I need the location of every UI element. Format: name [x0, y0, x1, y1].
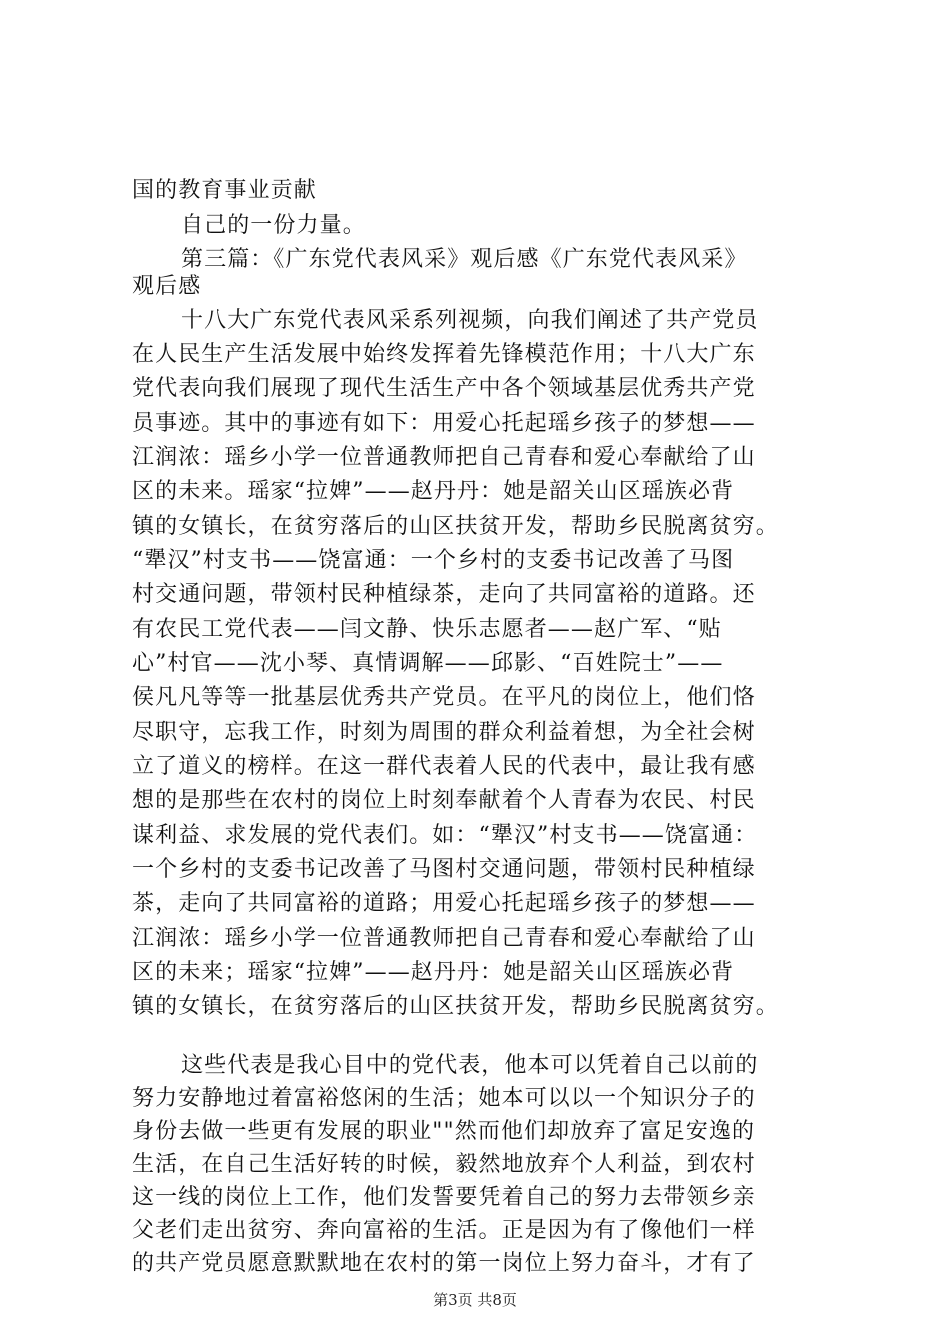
text-line: 侯凡凡等等一批基层优秀共产党员。在平凡的岗位上，他们恪 [132, 685, 756, 710]
text-line: 一个乡村的支委书记改善了马图村交通问题，带领村民种植绿 [132, 857, 756, 882]
page-number-footer: 第3页 共8页 [433, 1291, 517, 1309]
text-line: 十八大广东党代表风采系列视频，向我们阐述了共产党员 [181, 308, 759, 333]
text-line: 有农民工党代表——闫文静、快乐志愿者——赵广军、“贴 [132, 617, 722, 642]
text-line: 茶，走向了共同富裕的道路；用爱心托起瑶乡孩子的梦想—— [132, 891, 756, 916]
text-line: 想的是那些在农村的岗位上时刻奉献着个人青春为农民、村民 [132, 788, 756, 813]
text-line: 谋利益、求发展的党代表们。如：“犟汉”村支书——饶富通： [132, 823, 758, 848]
text-line: 区的未来。瑶家“拉婢”——赵丹丹：她是韶关山区瑶族必背 [132, 479, 735, 504]
text-line: 在人民生产生活发展中始终发挥着先锋模范作用；十八大广东 [132, 342, 756, 367]
text-line: 江润浓：瑶乡小学一位普通教师把自己青春和爱心奉献给了山 [132, 445, 756, 470]
section-heading-continued: 观后感 [132, 274, 202, 299]
text-line: 努力安静地过着富裕悠闲的生活；她本可以以一个知识分子的 [132, 1086, 756, 1111]
text-line: 心”村官——沈小琴、真情调解——邱影、“百姓院士”—— [132, 651, 724, 676]
text-line: 这一线的岗位上工作，他们发誓要凭着自己的努力去带领乡亲 [132, 1185, 756, 1210]
text-line: 国的教育事业贡献 [132, 178, 317, 203]
text-line: 员事迹。其中的事迹有如下：用爱心托起瑶乡孩子的梦想—— [132, 411, 756, 436]
text-line: “犟汉”村支书——饶富通：一个乡村的支委书记改善了马图 [132, 548, 735, 573]
text-line: 的共产党员愿意默默地在农村的第一岗位上努力奋斗，才有了 [132, 1251, 756, 1276]
text-line: 尽职守，忘我工作，时刻为周围的群众利益着想，为全社会树 [132, 720, 756, 745]
text-line: 生活，在自己生活好转的时候，毅然地放弃个人利益，到农村 [132, 1152, 756, 1177]
text-line: 立了道义的榜样。在这一群代表着人民的代表中，最让我有感 [132, 754, 756, 779]
text-line: 区的未来；瑶家“拉婢”——赵丹丹：她是韶关山区瑶族必背 [132, 960, 735, 985]
text-line: 父老们走出贫穷、奔向富裕的生活。正是因为有了像他们一样 [132, 1218, 756, 1243]
text-line: 身份去做一些更有发展的职业""然而他们却放弃了富足安逸的 [132, 1119, 756, 1144]
text-line: 党代表向我们展现了现代生活生产中各个领域基层优秀共产党 [132, 376, 756, 401]
text-line: 这些代表是我心目中的党代表，他本可以凭着自己以前的 [181, 1053, 759, 1078]
text-line: 村交通问题，带领村民种植绿茶，走向了共同富裕的道路。还 [132, 582, 756, 607]
text-line: 自己的一份力量。 [181, 213, 366, 238]
text-line: 镇的女镇长，在贫穷落后的山区扶贫开发，帮助乡民脱离贫穷。 [132, 514, 779, 539]
section-heading: 第三篇：《广东党代表风采》观后感《广东党代表风采》 [181, 247, 748, 272]
text-line: 镇的女镇长，在贫穷落后的山区扶贫开发，帮助乡民脱离贫穷。 [132, 994, 779, 1019]
text-line: 江润浓：瑶乡小学一位普通教师把自己青春和爱心奉献给了山 [132, 926, 756, 951]
